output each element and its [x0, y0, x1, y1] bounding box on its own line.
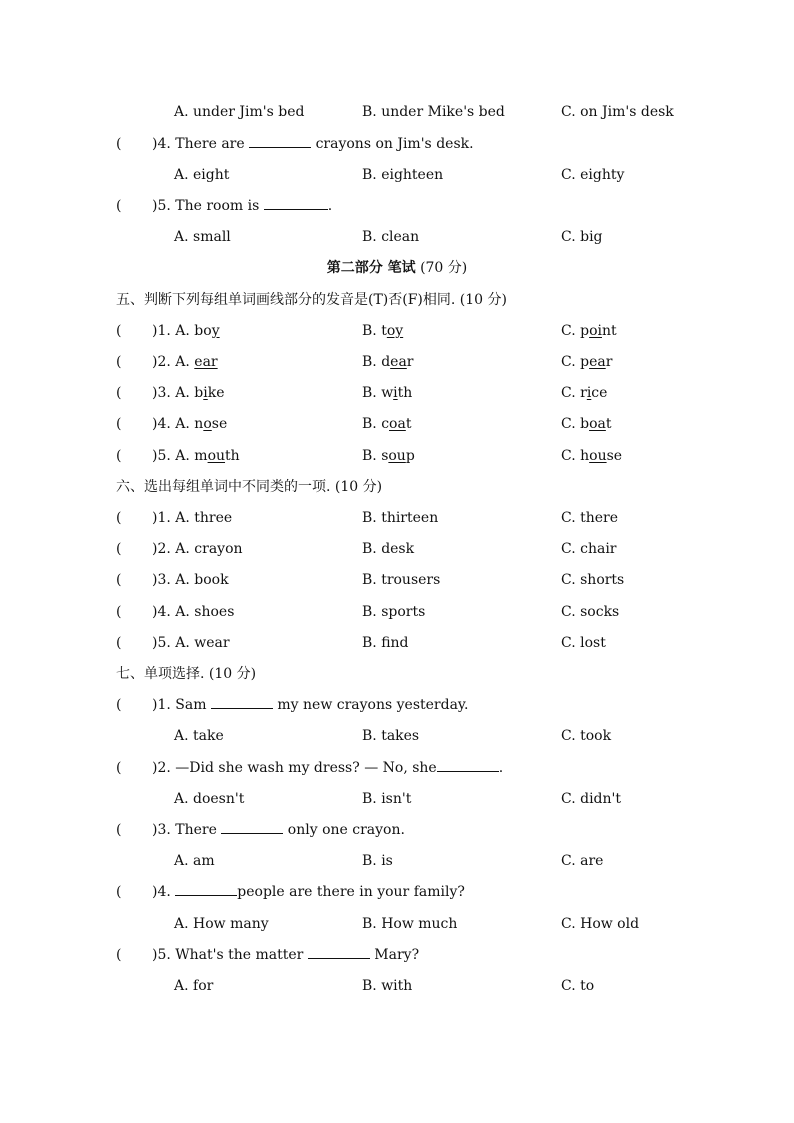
- answer-paren[interactable]: (: [116, 416, 122, 432]
- answer-blank[interactable]: [308, 943, 370, 959]
- answer-paren[interactable]: (: [116, 448, 122, 464]
- question-text: )5. The room is .: [152, 194, 332, 218]
- s6-question-4: ( )4. A. shoes B. sports C. socks: [0, 600, 794, 624]
- section-7-title-row: [0, 662, 794, 686]
- answer-paren[interactable]: (: [116, 604, 122, 620]
- part-two-title: 第二部分 笔试: [326, 260, 416, 276]
- s6-question-5: ( )5. A. wear B. find C. lost: [0, 631, 794, 655]
- answer-paren[interactable]: (: [116, 635, 122, 651]
- s6-question-1: ( )1. A. three B. thirteen C. there: [0, 506, 794, 530]
- answer-blank[interactable]: [175, 880, 237, 896]
- answer-blank[interactable]: [221, 818, 283, 834]
- answer-paren[interactable]: (: [116, 760, 122, 776]
- s5-question-3: ( )3. A. bike B. with C. rice: [0, 381, 794, 405]
- answer-paren: (: [116, 198, 122, 214]
- answer-paren[interactable]: (: [116, 354, 122, 370]
- option-c: C. big: [561, 229, 603, 245]
- s7-question-5: ( )5. What's the matter Mary?: [0, 943, 794, 967]
- answer-paren[interactable]: (: [116, 947, 122, 963]
- s5-question-2: ( )2. A. ear B. dear C. pear: [0, 350, 794, 374]
- answer-paren: (: [116, 136, 122, 152]
- s5-question-5: ( )5. A. mouth B. soup C. house: [0, 444, 794, 468]
- s7-question-2: ( )2. —Did she wash my dress? — No, she .: [0, 756, 794, 780]
- q5-options-row: [0, 225, 794, 249]
- part-two-heading: [0, 256, 794, 280]
- question-5: [0, 194, 794, 218]
- answer-paren[interactable]: (: [116, 697, 122, 713]
- section-6-title: 六、选出每组单词中不同类的一项. (10 分): [116, 479, 383, 495]
- option-c: C. eighty: [561, 167, 625, 183]
- answer-blank[interactable]: [437, 756, 499, 772]
- answer-paren[interactable]: (: [116, 572, 122, 588]
- s7-q2-options: A. doesn't B. isn't C. didn't: [174, 791, 622, 807]
- part-two-score: (70 分): [420, 260, 468, 276]
- answer-paren[interactable]: (: [116, 385, 122, 401]
- s7-question-3: ( )3. There only one crayon.: [0, 818, 794, 842]
- s7-q1-options: A. take B. takes C. took: [174, 728, 612, 744]
- option-b: B. eighteen: [362, 167, 444, 183]
- answer-paren[interactable]: (: [116, 510, 122, 526]
- s7-question-1: ( )1. Sam my new crayons yesterday.: [0, 693, 794, 717]
- s7-question-4: ( )4. people are there in your family?: [0, 880, 794, 904]
- option-a: A. small: [174, 229, 231, 245]
- s6-question-3: ( )3. A. book B. trousers C. shorts: [0, 568, 794, 592]
- section-5-title: 五、判断下列每组单词画线部分的发音是(T)否(F)相同. (10 分): [116, 292, 507, 308]
- question-4: [0, 132, 794, 156]
- answer-blank[interactable]: [211, 693, 273, 709]
- s6-question-2: ( )2. A. crayon B. desk C. chair: [0, 537, 794, 561]
- section-5-title-row: [0, 288, 794, 312]
- answer-paren[interactable]: (: [116, 541, 122, 557]
- s7-q5-options: A. for B. with C. to: [174, 978, 595, 994]
- answer-blank[interactable]: [249, 132, 311, 148]
- answer-paren[interactable]: (: [116, 884, 122, 900]
- option-c: C. on Jim's desk: [561, 104, 674, 120]
- option-b: B. under Mike's bed: [362, 104, 505, 120]
- q4-options-row: [0, 163, 794, 187]
- section-7-title: 七、单项选择. (10 分): [116, 666, 257, 682]
- s5-question-4: ( )4. A. nose B. coat C. boat: [0, 412, 794, 436]
- option-a: A. eight: [174, 167, 230, 183]
- answer-paren[interactable]: (: [116, 822, 122, 838]
- option-b: B. clean: [362, 229, 420, 245]
- question-text: )4. There are crayons on Jim's desk.: [152, 132, 474, 156]
- s5-question-1: ( )1. A. boy B. toy C. point: [0, 319, 794, 343]
- answer-blank[interactable]: [264, 194, 328, 210]
- section-6-title-row: [0, 475, 794, 499]
- s7-q3-options: A. am B. is C. are: [174, 853, 604, 869]
- q3-options-row: [0, 100, 794, 124]
- answer-paren[interactable]: (: [116, 323, 122, 339]
- s7-q4-options: A. How many B. How much C. How old: [174, 916, 640, 932]
- option-a: A. under Jim's bed: [174, 104, 305, 120]
